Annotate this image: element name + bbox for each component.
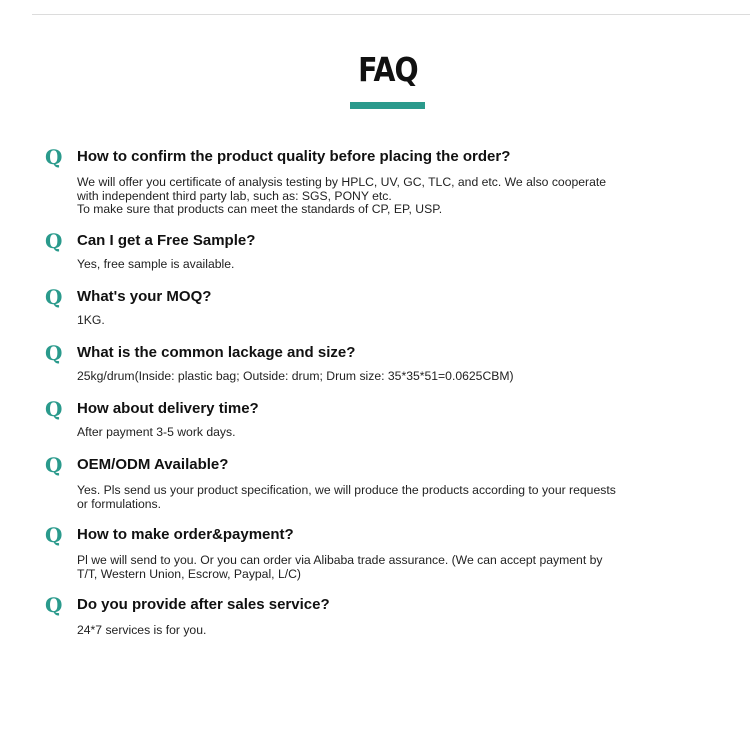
faq-answer bbox=[77, 258, 677, 272]
q-marker-icon: Q bbox=[45, 285, 63, 309]
faq-question: OEM/ODM Available? bbox=[77, 456, 229, 473]
faq-answer bbox=[77, 176, 677, 217]
faq-question: What is the common lackage and size? bbox=[77, 344, 356, 361]
answer-line: 24*7 services is for you. bbox=[77, 623, 207, 637]
answer-line: To make sure that products can meet the standards of CP, EP, USP. bbox=[77, 202, 443, 216]
answer-line: We will offer you certificate of analysis testing by HPLC, UV, GC, TLC, and etc. We also cooperate bbox=[77, 175, 607, 189]
page-title: FAQ bbox=[358, 50, 418, 89]
faq-question: Can I get a Free Sample? bbox=[77, 232, 256, 249]
q-marker-icon: Q bbox=[45, 229, 63, 253]
top-divider bbox=[32, 14, 750, 15]
faq-question: Do you provide after sales service? bbox=[77, 596, 330, 613]
faq-answer bbox=[77, 370, 677, 384]
faq-question: How to confirm the product quality before placing the order? bbox=[77, 148, 511, 165]
q-marker-icon: Q bbox=[45, 453, 63, 477]
answer-line: Pl we will send to you. Or you can order via Alibaba trade assurance. (We can accept payment by bbox=[77, 553, 603, 567]
q-marker-icon: Q bbox=[45, 145, 63, 169]
q-marker-icon: Q bbox=[45, 397, 63, 421]
faq-question: How to make order&payment? bbox=[77, 526, 294, 543]
answer-line: After payment 3-5 work days. bbox=[77, 425, 236, 439]
answer-line: Yes. Pls send us your product specification, we will produce the products according to your requests bbox=[77, 483, 616, 497]
faq-question: How about delivery time? bbox=[77, 400, 259, 417]
q-marker-icon: Q bbox=[45, 523, 63, 547]
answer-line: with independent third party lab, such as: SGS, PONY etc. bbox=[77, 188, 392, 203]
q-marker-icon: Q bbox=[45, 341, 63, 365]
faq-answer bbox=[77, 554, 677, 581]
answer-line: 1KG. bbox=[77, 313, 105, 327]
answer-line: T/T, Western Union, Escrow, Paypal, L/C) bbox=[77, 566, 301, 581]
faq-answer bbox=[77, 314, 677, 328]
answer-line: 25kg/drum(Inside: plastic bag; Outside: drum; Drum size: 35*35*51=0.0625CBM) bbox=[77, 369, 514, 383]
answer-line: Yes, free sample is available. bbox=[77, 257, 235, 271]
q-marker-icon: Q bbox=[45, 593, 63, 617]
answer-line: or formulations. bbox=[77, 496, 161, 511]
faq-answer bbox=[77, 624, 677, 638]
title-underline bbox=[350, 102, 425, 109]
faq-answer bbox=[77, 426, 677, 440]
faq-answer bbox=[77, 484, 677, 511]
faq-question: What's your MOQ? bbox=[77, 288, 212, 305]
